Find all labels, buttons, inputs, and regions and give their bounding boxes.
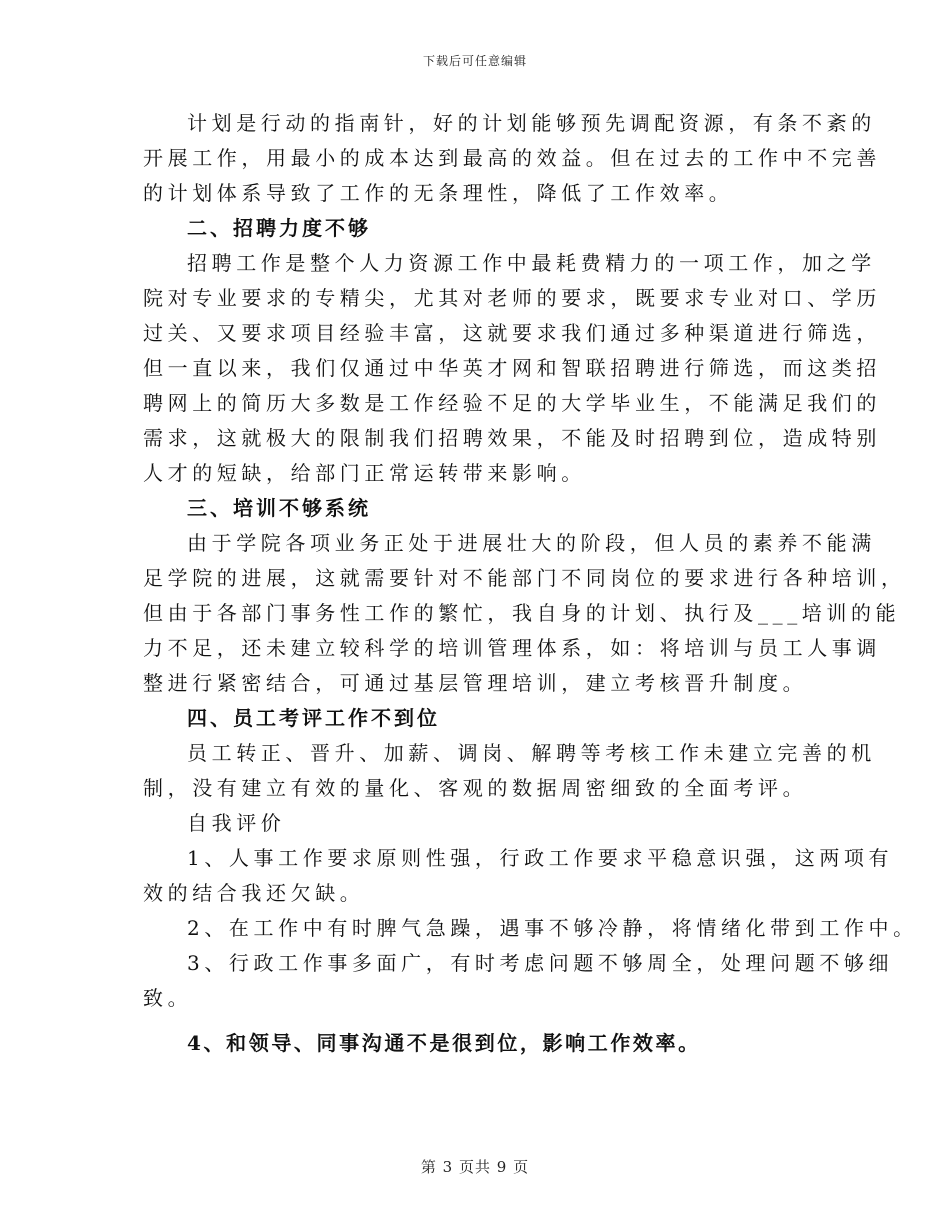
paragraph-line: 足学院的进展，这就需要针对不能部门不同岗位的要求进行各种培训， <box>143 566 906 590</box>
paragraph-line: 计划是行动的指南针，好的计划能够预先调配资源，有条不紊的 <box>187 111 876 135</box>
paragraph-line: 但一直以来，我们仅通过中华英才网和智联招聘进行筛选，而这类招 <box>143 356 881 380</box>
paragraph-line: 的计划体系导致了工作的无条理性，降低了工作效率。 <box>143 181 734 205</box>
section-heading: 三、培训不够系统 <box>187 496 371 520</box>
paragraph-line: 制，没有建立有效的量化、客观的数据周密细致的全面考评。 <box>143 776 808 800</box>
section-heading: 四、员工考评工作不到位 <box>187 706 440 730</box>
list-item-line: 3、行政工作事多面广，有时考虑问题不够周全，处理问题不够细 <box>187 951 894 975</box>
paragraph-line: 需求，这就极大的限制我们招聘效果，不能及时招聘到位，造成特别 <box>143 426 881 450</box>
page-header: 下载后可任意编辑 <box>422 54 527 68</box>
paragraph-line: 由于学院各项业务正处于进展壮大的阶段，但人员的素养不能满 <box>187 531 876 555</box>
paragraph-line: 但由于各部门事务性工作的繁忙，我自身的计划、执行及___培训的能 <box>143 601 901 625</box>
paragraph-line: 聘网上的简历大多数是工作经验不足的大学毕业生，不能满足我们的 <box>143 391 881 415</box>
list-item-line: 2、在工作中有时脾气急躁，遇事不够冷静，将情绪化带到工作中。 <box>187 916 918 940</box>
paragraph-line: 力不足，还未建立较科学的培训管理体系，如：将培训与员工人事调 <box>143 636 881 660</box>
paragraph-line: 自我评价 <box>187 811 286 835</box>
paragraph-line: 员工转正、晋升、加薪、调岗、解聘等考核工作未建立完善的机 <box>187 741 876 765</box>
paragraph-line: 整进行紧密结合，可通过基层管理培训，建立考核晋升制度。 <box>143 671 808 695</box>
list-item-heading: 4、和领导、同事沟通不是很到位，影响工作效率。 <box>187 1031 701 1055</box>
document-body <box>143 106 918 1061</box>
section-heading: 二、招聘力度不够 <box>187 216 371 240</box>
paragraph-line: 院对专业要求的专精尖，尤其对老师的要求，既要求专业对口、学历 <box>143 286 881 310</box>
paragraph-line: 开展工作，用最小的成本达到最高的效益。但在过去的工作中不完善 <box>143 146 881 170</box>
paragraph-line: 招聘工作是整个人力资源工作中最耗费精力的一项工作，加之学 <box>187 251 876 275</box>
paragraph-line: 人才的短缺，给部门正常运转带来影响。 <box>143 461 586 485</box>
list-item-line: 致。 <box>143 986 193 1010</box>
list-item-line: 效的结合我还欠缺。 <box>143 881 365 905</box>
paragraph-line: 过关、又要求项目经验丰富，这就要求我们通过多种渠道进行筛选， <box>143 321 881 345</box>
page-footer: 第 3 页共 9 页 <box>420 1158 530 1176</box>
spacer <box>143 1016 807 1026</box>
list-item-line: 1、人事工作要求原则性强，行政工作要求平稳意识强，这两项有 <box>187 846 894 870</box>
